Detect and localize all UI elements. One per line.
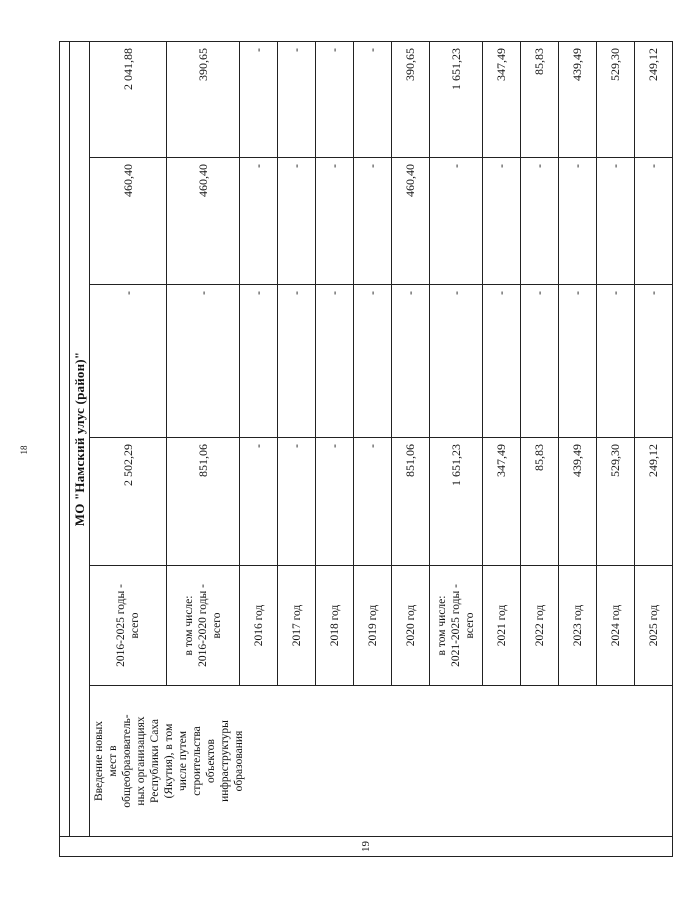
value-cell-col1: 851,06	[167, 438, 240, 566]
value-cell-col4: 2 041,88	[90, 42, 167, 158]
value-cell-col2: -	[483, 285, 521, 438]
period-cell	[316, 566, 354, 686]
value-cell-col4: -	[354, 42, 392, 158]
period-cell	[167, 566, 240, 686]
value-cell-col2: -	[392, 285, 430, 438]
value-cell-col1: 347,49	[483, 438, 521, 566]
value-cell-col4: 85,83	[521, 42, 559, 158]
period-line: в том числе:	[183, 595, 195, 656]
period-cell	[635, 566, 673, 686]
section-title: МО "Намский улус (район)"	[70, 42, 90, 837]
top-blank-cell	[60, 42, 70, 837]
value-cell-col3: -	[316, 158, 354, 285]
period-cell	[559, 566, 597, 686]
value-cell-col4: 390,65	[167, 42, 240, 158]
value-cell-col4: 390,65	[392, 42, 430, 158]
period-line: 2021-2025 годы -	[450, 584, 462, 667]
description-line: ных организациях	[135, 716, 147, 806]
row-number: 19	[60, 837, 673, 857]
period-cell	[240, 566, 278, 686]
value-cell-col3: -	[430, 158, 483, 285]
value-cell-col3: -	[559, 158, 597, 285]
description-line: общеобразователь-	[121, 714, 133, 808]
period-line: всего	[129, 612, 141, 639]
value-cell-col3: -	[635, 158, 673, 285]
section-title-row	[70, 42, 90, 857]
period-line: 2022 год	[533, 604, 546, 647]
period-cell	[90, 566, 167, 686]
period-line: 2018 год	[328, 604, 341, 647]
period-cell	[521, 566, 559, 686]
value-cell-col2: -	[167, 285, 240, 438]
value-cell-col1: 249,12	[635, 438, 673, 566]
value-cell-col1: -	[354, 438, 392, 566]
period-line: 2021 год	[495, 604, 508, 647]
value-cell-col1: 85,83	[521, 438, 559, 566]
description-line: (Якутия), в том	[163, 723, 175, 799]
period-cell	[354, 566, 392, 686]
period-line: 2016 год	[252, 604, 265, 647]
value-cell-col1: 851,06	[392, 438, 430, 566]
value-cell-col4: -	[278, 42, 316, 158]
value-cell-col1: 1 651,23	[430, 438, 483, 566]
period-cell	[430, 566, 483, 686]
period-line: всего	[211, 612, 223, 639]
value-cell-col3: -	[521, 158, 559, 285]
value-cell-col2: -	[521, 285, 559, 438]
period-cell	[483, 566, 521, 686]
description-line: Введение новых	[93, 720, 105, 802]
description-line: объектов	[205, 739, 217, 783]
value-cell-col4: 249,12	[635, 42, 673, 158]
period-line: 2024 год	[609, 604, 622, 647]
period-cell	[597, 566, 635, 686]
value-cell-col1: -	[240, 438, 278, 566]
value-cell-col3: -	[354, 158, 392, 285]
value-cell-col1: 439,49	[559, 438, 597, 566]
value-cell-col2: -	[597, 285, 635, 438]
value-cell-col4: 1 651,23	[430, 42, 483, 158]
value-cell-col1: -	[316, 438, 354, 566]
value-cell-col4: -	[240, 42, 278, 158]
period-line: 2016-2025 годы -	[115, 584, 127, 667]
value-cell-col3: 460,40	[392, 158, 430, 285]
table-row	[90, 42, 167, 857]
period-line: в том числе:	[436, 595, 448, 656]
period-line: 2025 год	[647, 604, 660, 647]
description-line: числе путем	[177, 730, 189, 792]
description-line: Республики Саха	[149, 718, 161, 804]
value-cell-col2: -	[316, 285, 354, 438]
period-cell	[278, 566, 316, 686]
value-cell-col3: 460,40	[90, 158, 167, 285]
period-line: 2017 год	[290, 604, 303, 647]
description-line: мест в	[107, 745, 119, 777]
period-line: 2020 год	[404, 604, 417, 647]
value-cell-col4: 347,49	[483, 42, 521, 158]
description-line: строительства	[191, 726, 203, 796]
value-cell-col2: -	[354, 285, 392, 438]
measure-description	[90, 686, 673, 837]
description-line: инфраструктуры	[219, 720, 231, 802]
value-cell-col3: -	[240, 158, 278, 285]
value-cell-col3: -	[597, 158, 635, 285]
period-line: всего	[464, 612, 476, 639]
value-cell-col1: 2 502,29	[90, 438, 167, 566]
page-number: 18	[19, 445, 29, 455]
value-cell-col2: -	[278, 285, 316, 438]
value-cell-col3: -	[278, 158, 316, 285]
value-cell-col2: -	[240, 285, 278, 438]
period-line: 2016-2020 годы -	[197, 584, 209, 667]
value-cell-col4: 529,30	[597, 42, 635, 158]
value-cell-col2: -	[635, 285, 673, 438]
value-cell-col4: -	[316, 42, 354, 158]
table-top-row	[60, 42, 70, 857]
period-line: 2023 год	[571, 604, 584, 647]
value-cell-col1: -	[278, 438, 316, 566]
value-cell-col1: 529,30	[597, 438, 635, 566]
value-cell-col2: -	[559, 285, 597, 438]
rotated-page-content	[59, 42, 660, 857]
value-cell-col2: -	[90, 285, 167, 438]
budget-table	[59, 41, 673, 857]
value-cell-col3: 460,40	[167, 158, 240, 285]
value-cell-col3: -	[483, 158, 521, 285]
value-cell-col4: 439,49	[559, 42, 597, 158]
period-line: 2019 год	[366, 604, 379, 647]
description-line: образования	[233, 730, 245, 792]
period-cell	[392, 566, 430, 686]
value-cell-col2: -	[430, 285, 483, 438]
